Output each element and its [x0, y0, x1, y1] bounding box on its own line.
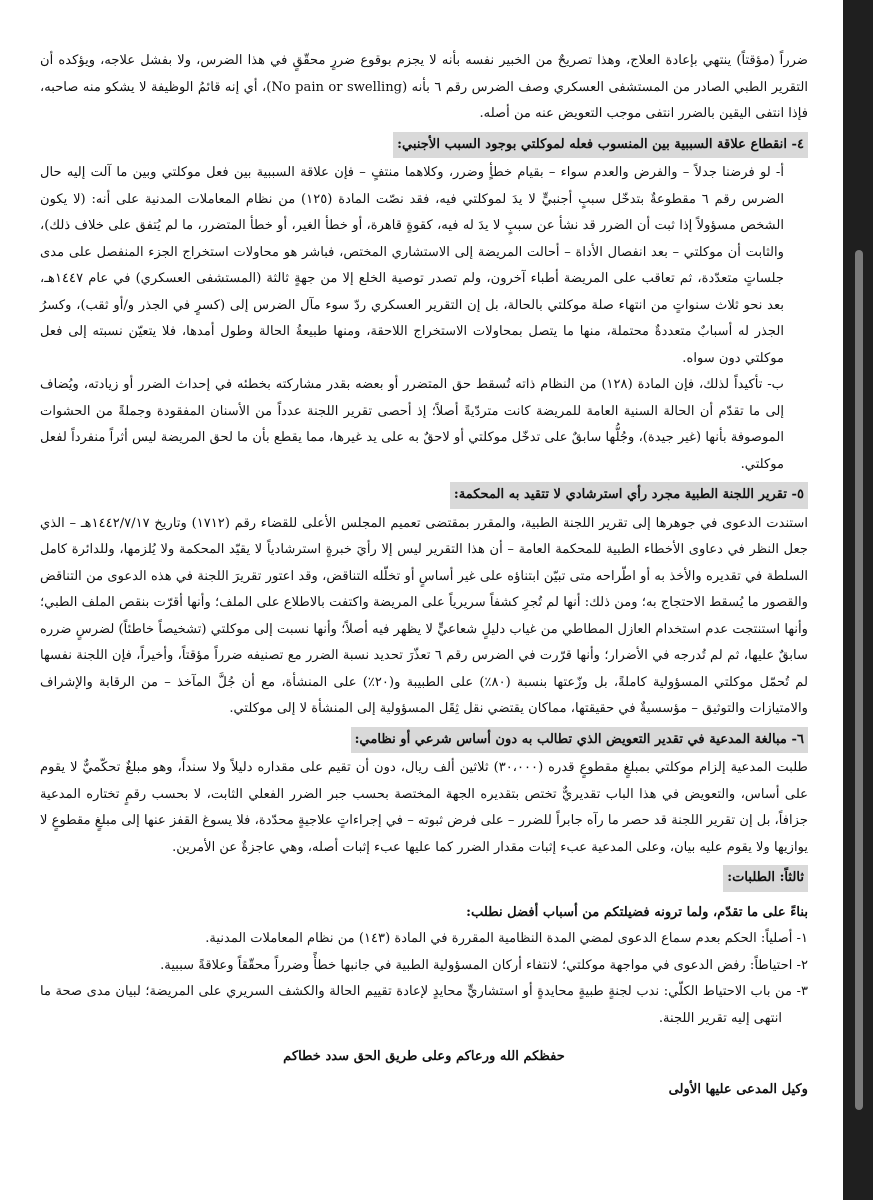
paragraph-causation-a: أ- لو فرضنا جدلاً – والفرض والعدم سواء – بقيام خطأٍ وضرر، وكلاهما منتفٍ – فإن علاقة السببية بين فعل موكلتي وبين ما آلت إليه حال الضرس رقم ٦ مقطوعةٌ بتدخّل سببٍ أجنبيٍّ لا يدَ لموكلتي فيه، فقد نصّت المادة (١٢٥) من نظام المعاملات المدنية على أنه: (لا يكون الشخص مسؤولاً إذا ثبت أن الضرر قد نشأ عن سببٍ لا يدَ له فيه، كقوةٍ قاهرة، أو خطأ الغير، أو خطأ المتضرر، ما لم يُتفق على خلاف ذلك)، والثابت أن موكلتي – بعد انفصال الأداة – أحالت المريضة إلى الاستشاري المختص، فباشر هو محاولات استخراج الجزء المنفصل على مدى جلساتٍ متعدّدة، ثم تعاقب على المريضة أطباء آخرون، ولم تصدر توصية الخلع إلا من جهةٍ ثالثة (المستشفى العسكري) في عام ١٤٤٧هـ، بعد نحو ثلاث سنواتٍ من انتهاء صلة موكلتي بالحالة، بل إن التقرير العسكري ردّ سوء مآل الضرس إلى (كسرٍ في الجذر و/أو ثقب)، وكسرُ الجذر له أسبابٌ متعددةٌ محتملة، منها ما يتصل بمحاولات الاستخراج اللاحقة، ومنها طبيعةُ الحالة وطول أمدها، فلا يتعيّن نسبته إلى فعل موكلتي دون سواه. [40, 165, 784, 366]
heading-compensation: ٦- مبالغة المدعية في تقدير التعويض الذي تطالب به دون أساس شرعي أو نظامي: [351, 727, 808, 754]
scrollbar-track[interactable] [843, 0, 873, 1200]
paragraph-committee-report: استندت الدعوى في جوهرها إلى تقرير اللجنة الطبية، والمقرر بمقتضى تعميم المجلس الأعلى للقضاء رقم (١٧١٢) وتاريخ ١٤٤٢/٧/١٧هـ – الذي جعل النظر في دعاوى الأخطاء الطبية للمحكمة العامة – أن هذا التقرير ليس إلا رأيَ خبرةٍ استرشادياً لا يقيّد المحكمة ولا يُلزمها، وللدائرة كامل السلطة في تقديره والأخذ به أو اطّراحه متى تبيّن ابتناؤه على غير أساسٍ أو تخلّله التناقض، وقد اعتور تقريرَ اللجنة في هذه الدعوى من التناقض والقصور ما يُسقط الاحتجاج به؛ ومن ذلك: أنها لم تُجرِ كشفاً سريرياً على المريضة واكتفت بالاطلاع على الملف؛ وأنها أقرّت بنقص الملف الطبي؛ وأنها استنتجت عدم استخدام العازل المطاطي من غياب دليلٍ شعاعيٍّ لا يظهر فيه أصلاً؛ وأنها نسبت إلى موكلتي (تشخيصاً خاطئاً) لضرسٍ ضرره سابقٌ عليها، ثم لم تُدرجه في الأضرار؛ وأنها قرّرت في الضرس رقم ٦ تعذّرَ تحديد نسبة الضرر مع تصنيفه ضرراً مؤقتاً، وأخيراً، فإن اللجنة نفسها لم تُحمّل موكلتي المسؤولية كاملةً، بل وزّعتها بنسبة (٨٠٪) على الطبيبة و(٢٠٪) على المنشأة، مع أن جُلَّ المآخذ – من الرقابة والإشراف والامتيازات والتوثيق – مؤسسيةٌ في حقيقتها، مماكان يقتضي نقل ثِقَل المسؤولية إلى المنشأة لا إلى موكلتي. [40, 515, 808, 716]
signature-line: وكيل المدعى عليها الأولى [668, 1081, 808, 1097]
paragraph-causation-b: ب- تأكيداً لذلك، فإن المادة (١٢٨) من النظام ذاته تُسقط حق المتضرر أو بعضه بقدر مشاركته بخطئه في إحداث الضرر أو زيادته، ويُضاف إلى ما تقدّم أن الحالة السنية العامة للمريضة كانت متردّيةً أصلاً؛ إذ أحصى تقرير اللجنة عدداً من الأسنان المفقودة وجملةً من الحشوات الموصوفة بأنها (غير جيدة)، وجُلُّها سابقٌ على تدخّل موكلتي أو لاحقٌ به على يد غيرها، مما يقطع بأن ما لحق المريضة ليس أثراً منفرداً لفعل موكلتي. [40, 377, 784, 472]
requests-intro: بناءً على ما تقدّم، ولما ترونه فضيلتكم من أسباب أفضل نطلب: [466, 904, 808, 920]
heading-requests: ثالثاً: الطلبات: [723, 865, 808, 892]
request-item-fallback: ٣- من باب الاحتياط الكلّي: ندب لجنةٍ طبيةٍ محايدةٍ أو استشاريٍّ محايدٍ لإعادة تقييم الحالة والكشف السريري على المريضة؛ لبيان مدى صحة ما انتهى إليه تقرير اللجنة. [40, 984, 808, 1026]
paragraph-compensation: طلبت المدعية إلزام موكلتي بمبلغٍ مقطوعٍ قدره (٣٠،٠٠٠) ثلاثين ألف ريال، دون أن تقيم على مقداره دليلاً ولا سنداً، وهو مبلغٌ تحكّميٌّ لا يقوم على أساس، والتعويض في هذا الباب تقديريٌّ تختص بتقديره الجهة المختصة بحسب جبر الضرر الفعلي الثابت، لا بحسب رقمٍ تختاره المدعية جزافاً، بل إن تقرير اللجنة قد حصر ما رآه جابراً للضرر – على فرض ثبوته – في إجراءاتٍ علاجيةٍ محدّدة، فلا يسوغ القفز عنها إلى مبلغٍ مقطوعٍ لا يوازيها ولا يقوم عليه بيان، وعلى المدعية عبء إثبات مقدار الضرر كما عليها عبء إثبات أصله، وهي عاجزةٌ عن الأمرين. [40, 760, 808, 855]
request-item-alternative: ٢- احتياطاً: رفض الدعوى في مواجهة موكلتي؛ لانتفاء أركان المسؤولية الطبية في جانبها خطأً وضرراً محقّقاً وعلاقةً سببية. [160, 957, 808, 973]
request-item-primary: ١- أصلياً: الحكم بعدم سماع الدعوى لمضي المدة النظامية المقررة في المادة (١٤٣) من نظام المعاملات المدنية. [205, 931, 808, 946]
paragraph-damage-conclusion: ضرراً (مؤقتاً) ينتهي بإعادة العلاج، وهذا تصريحٌ من الخبير نفسه بأنه لا يجزم بوقوع ضررٍ محقّقٍ في هذا الضرس، ولا بفشل علاجه، ويؤكده أن التقرير الطبي الصادر من المستشفى العسكري وصف الضرس رقم ٦ بأنه (No pain or swelling)، أي إنه قائمُ الوظيفة لا يشكو منه صاحبه، فإذا انتفى اليقين بالضرر انتفى موجب التعويض عنه من أصله. [40, 53, 809, 121]
scrollbar-thumb[interactable] [855, 250, 863, 1110]
memo-body [40, 48, 808, 1103]
heading-causation: ٤- انقطاع علاقة السببية بين المنسوب فعله لموكلتي بوجود السبب الأجنبي: [393, 132, 808, 159]
closing-prayer: حفظكم الله ورعاكم وعلى طريق الحق سدد خطاكم [283, 1049, 565, 1064]
heading-committee-report: ٥- تقرير اللجنة الطبية مجرد رأي استرشادي لا تتقيد به المحكمة: [450, 482, 808, 509]
